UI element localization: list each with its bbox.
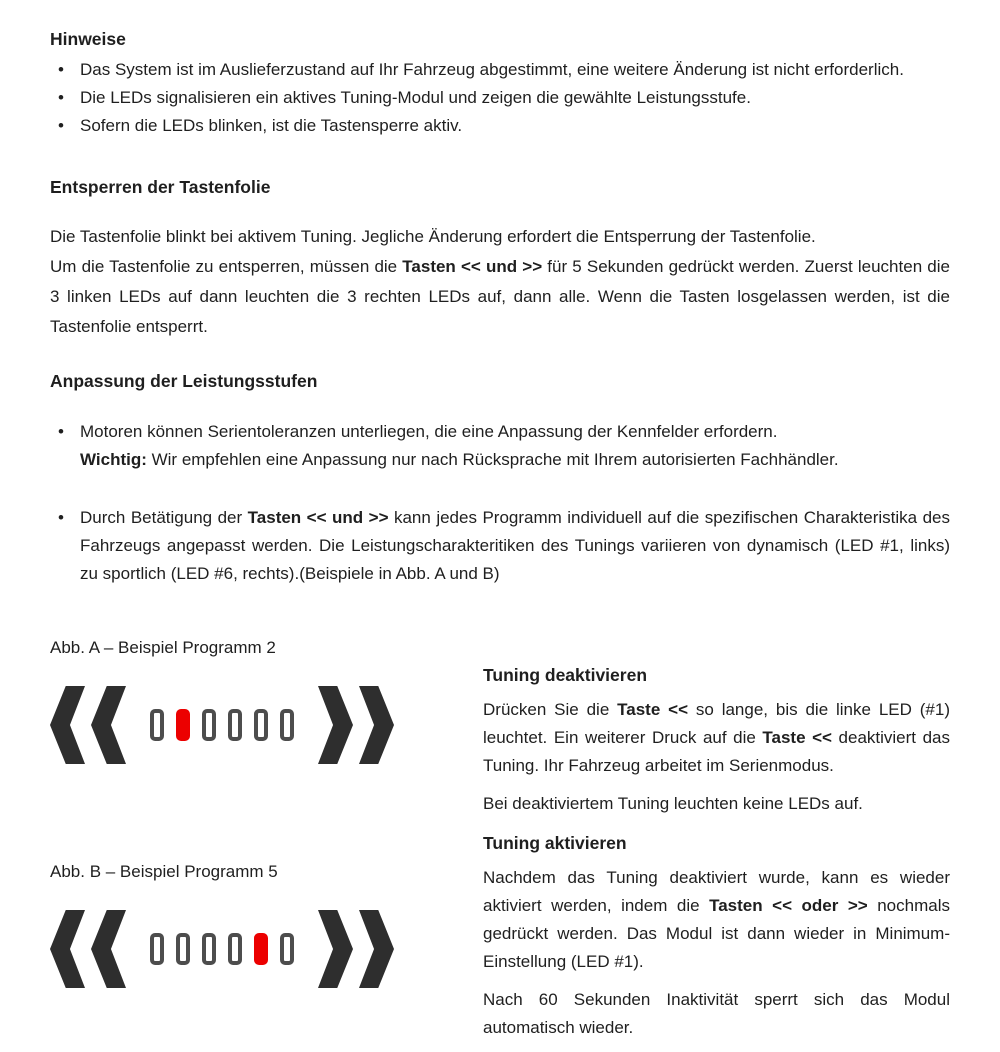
paragraph: Nach 60 Sekunden Inaktivität sperrt sich das Modul automatisch wieder. <box>483 990 950 1037</box>
double-chevron-right-icon <box>318 686 394 764</box>
bold-text-run: Taste << <box>617 700 689 719</box>
heading-entsperren: Entsperren der Tastenfolie <box>50 177 271 197</box>
text-run: Motoren können Serientoleranzen unterliegen, die eine Anpassung der Kennfelder erfordern. <box>80 422 778 441</box>
figure-b-caption: Abb. B – Beispiel Programm 5 <box>50 862 278 881</box>
bullet-item: • Sofern die LEDs blinken, ist die Tastensperre aktiv. <box>50 112 950 140</box>
figure-a-caption: Abb. A – Beispiel Programm 2 <box>50 638 276 657</box>
led-6 <box>280 709 294 741</box>
chevron-right-icon <box>318 686 353 764</box>
text-run: Um die Tastenfolie zu entsperren, müssen die <box>50 257 403 276</box>
bullet-item: • Das System ist im Auslieferzustand auf Ihr Fahrzeug abgestimmt, eine weitere Änderung ist nicht erforderlich. <box>50 56 950 84</box>
led-display-figure-b <box>50 910 483 988</box>
led-6 <box>280 933 294 965</box>
text-run: Nachdem das Tuning deaktiviert wurde, kann es wieder aktiviert werden, indem die <box>483 868 950 915</box>
text-run: nochmals gedrückt werden. Das Modul ist dann wieder in Minimum-Einstellung (LED #1). <box>483 896 950 971</box>
paragraph <box>483 696 950 780</box>
chevron-left-icon <box>91 910 126 988</box>
double-chevron-left-icon <box>50 686 126 764</box>
led-3 <box>202 933 216 965</box>
chevron-right-icon <box>359 686 394 764</box>
paragraph: Die Tastenfolie blinkt bei aktivem Tuning. Jegliche Änderung erfordert die Entsperrung der Tastenfolie. <box>50 227 816 246</box>
chevron-right-icon <box>359 910 394 988</box>
section-entsperren <box>50 176 950 342</box>
bold-text-run: Tasten << oder >> <box>709 896 868 915</box>
document-page <box>50 28 950 1037</box>
led-3 <box>202 709 216 741</box>
anpassung-bullet-list <box>50 418 950 588</box>
bold-text-run: Taste << <box>762 728 832 747</box>
bullet-item: • Die LEDs signalisieren ein aktives Tuning-Modul und zeigen die gewählte Leistungsstufe. <box>50 84 950 112</box>
chevron-right-icon <box>318 910 353 988</box>
text-run: deaktiviert das Tuning. Ihr Fahrzeug arbeitet im Serienmodus. <box>483 728 950 775</box>
led-row <box>150 709 294 741</box>
led-4 <box>228 709 242 741</box>
figures-column <box>50 628 483 988</box>
heading-tuning-aktivieren: Tuning aktivieren <box>483 833 627 853</box>
bullet-item <box>50 418 950 474</box>
led-5-active <box>254 933 268 965</box>
led-1 <box>150 933 164 965</box>
led-2 <box>176 933 190 965</box>
text-run: so lange, bis die linke LED (#1) leuchtet. Ein weiterer Druck auf die <box>483 700 950 747</box>
paragraph <box>50 252 950 342</box>
double-chevron-right-icon <box>318 910 394 988</box>
led-4 <box>228 933 242 965</box>
chevron-left-icon <box>91 686 126 764</box>
bold-text-run: Tasten << und >> <box>402 257 543 276</box>
section-anpassung <box>50 370 950 588</box>
bold-text-run: Tasten << und >> <box>247 508 389 527</box>
led-row <box>150 933 294 965</box>
led-5 <box>254 709 268 741</box>
text-run: kann jedes Programm individuell auf die spezifischen Charakteristika des Fahrzeugs angepasst werden. Die Leistungscharakteritiken des Tunings variieren von dynamisch (LED #1, links) zu sportlich (LED #6, rechts).(Beispiele in Abb. A und B) <box>80 508 950 583</box>
led-1 <box>150 709 164 741</box>
heading-anpassung: Anpassung der Leistungsstufen <box>50 371 318 391</box>
text-run: Durch Betätigung der <box>80 508 248 527</box>
paragraph <box>483 864 950 976</box>
heading-tuning-deaktivieren: Tuning deaktivieren <box>483 665 648 685</box>
led-display-figure-a <box>50 686 483 764</box>
instructions-column <box>483 664 950 1052</box>
bold-text-run: Wichtig: <box>80 450 147 469</box>
bullet-item <box>50 504 950 588</box>
text-run: für 5 Sekunden gedrückt werden. Zuerst leuchten die 3 linken LEDs auf dann leuchten die 3 rechten LEDs auf, dann alle. Wenn die Tasten losgelassen werden, ist die Tastenfolie entsperrt. <box>50 257 950 336</box>
double-chevron-left-icon <box>50 910 126 988</box>
figure-and-instructions-area <box>50 628 950 1037</box>
section-hinweise <box>50 28 950 140</box>
paragraph: Bei deaktiviertem Tuning leuchten keine LEDs auf. <box>483 794 863 813</box>
chevron-left-icon <box>50 686 85 764</box>
text-run: Drücken Sie die <box>483 700 618 719</box>
led-2-active <box>176 709 190 741</box>
hinweise-bullet-list <box>50 56 950 140</box>
heading-hinweise: Hinweise <box>50 29 126 49</box>
chevron-left-icon <box>50 910 85 988</box>
text-run: Wir empfehlen eine Anpassung nur nach Rücksprache mit Ihrem autorisierten Fachhändler. <box>146 450 839 469</box>
